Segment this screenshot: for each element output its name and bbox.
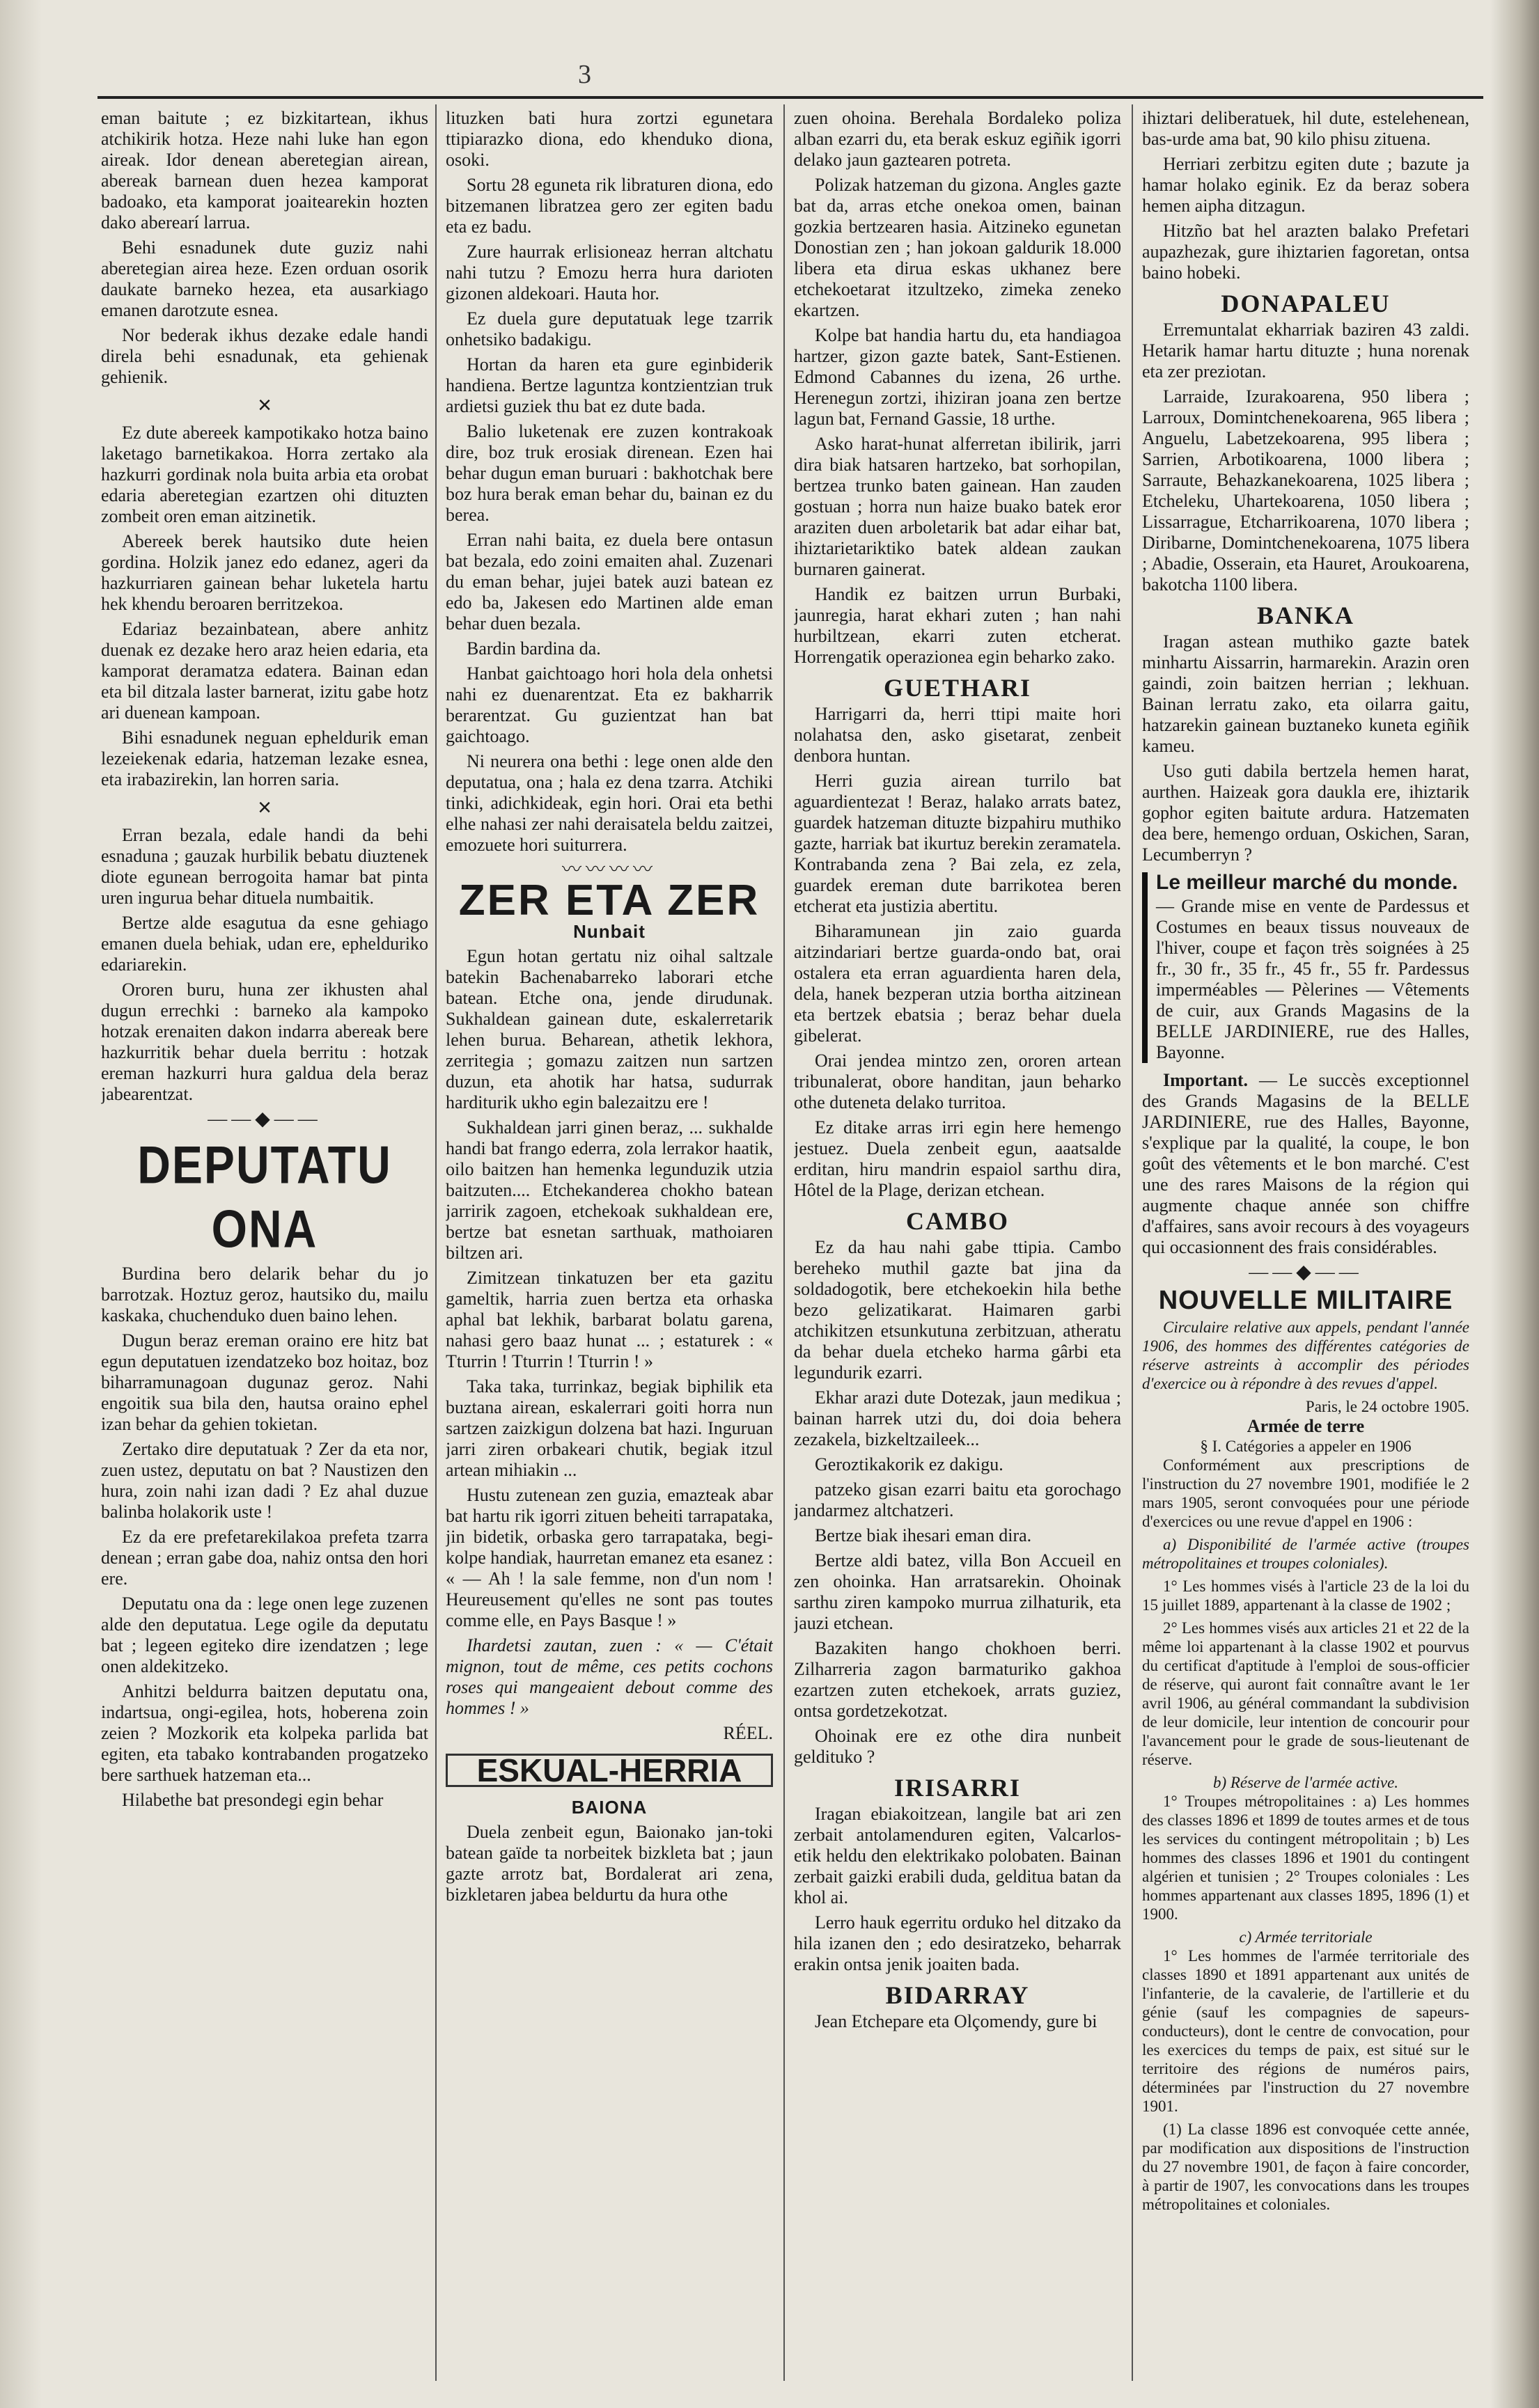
- paragraph: Deputatu ona da : lege onen lege zuzenen alde den deputatua. Lege ogile da deputatu bat ; legeen egiteko dire izendatzen ; lege onen aldekitzeko.: [101, 1593, 428, 1676]
- paragraph: Ez dute abereek kampotikako hotza baino laketago barnetikakoa. Horra zertako ala hazkurri gordinak nola buita arbia eta orobat edaria aberetegian ezartzen ohi dituzten zombeit oren eman aitzinetik.: [101, 423, 428, 526]
- section-title-zer-eta-zer: ZER ETA ZER: [458, 876, 760, 924]
- paragraph: Jean Etchepare eta Olçomendy, gure bi: [815, 2011, 1097, 2031]
- paragraph: Sortu 28 eguneta rik libraturen diona, edo bitzemanen libratzea gero zer egiten badu eta ez badu.: [446, 175, 773, 237]
- paragraph: Zure haurrak erlisioneaz herran altchatu nahi tutzu ? Emozu herra hura darioten gizonen aldekoari. Hauta hor.: [446, 242, 773, 304]
- paragraph: Uso guti dabila bertzela hemen harat, aurthen. Haizeak gora daukla ere, ihiztarik gophor egiten baitute ardura. Hatzematen dea bere, hemengo orduan, Oskichen, Saran, Lecumberryn ?: [1142, 761, 1469, 865]
- ornament-rule: ——◆——: [1249, 1261, 1363, 1283]
- paragraph: Ez duela gure deputatuak lege tzarrik onhetsiko badakigu.: [446, 308, 773, 349]
- subsection-title: c) Armée territoriale: [1239, 1928, 1373, 1946]
- paragraph: a) Disponibilité de l'armée active (troupes métropolitaines et troupes coloniales).: [1142, 1536, 1469, 1572]
- subsection-title: § I. Catégories a appeler en 1906: [1200, 1438, 1412, 1455]
- subsection-title: BAIONA: [571, 1797, 648, 1818]
- paragraph: Iragan astean muthiko gazte batek minhartu Aissarrin, harmarekin. Arazin oren gaindi, zoin baitzen herrian ; lekhuan. Bainan lerratu zako, eta oilarra gaitu, hatzarekin gainean buztaneko kuneta egiñik kameu.: [1142, 631, 1469, 756]
- paragraph: Erran bezala, edale handi da behi esnaduna ; gauzak hurbilik bebatu diuztenek diote egunean berrogoita hamar bat pinta uren ingurua behar dituela numbaitik.: [101, 825, 428, 908]
- paragraph: 1° Les hommes de l'armée territoriale des classes 1890 et 1891 appartenant aux unités de l'infanterie, de la cavalerie, de l'artillerie et du génie (sauf les compagnies de sapeurs-conducteurs), dont le centre de convocation, pour les exercices du temps de paix, est situé sur le territoire des régions de numéros pairs, déterminées par l'instruction du 27 novembre 1901.: [1142, 1947, 1469, 2115]
- paragraph: Sukhaldean jarri ginen beraz, ... sukhalde handi bat frango ederra, zola lerrakor haatik, oilo baitzen han hemenka legunduzik utzia baitzuten.... Etchekanderea chokho batean jarririk zagoen, etchekoak sukhaldean ere, bertze bat esnetan sarthuak, mathoiaren biltzen ari.: [446, 1117, 773, 1263]
- important-text: — Le succès exceptionnel des Grands Magasins de la BELLE JARDINIERE, rue des Halles, Bayonne, s'explique par la qualité, la coupe, le bon goût des vêtements et le bon marché. C'est une des rares Maisons de la région qui augmente chaque année son chiffre d'affaires, sans avoir recours à des voyageurs qui occasionnent des frais considérables.: [1142, 1070, 1469, 1257]
- paragraph: Anhitzi beldurra baitzen deputatu ona, indartsua, ongi-egilea, hots, hoberena zoin zeien ? Mozkorik eta kolpeka parlida bat egiten, eta tabako kontrabanden progatzeko bere sarthuek hatzeman eta...: [101, 1681, 428, 1785]
- paragraph: Harrigarri da, herri ttipi maite hori nolahatsa den, asko gisetarat, zenbeit denbora huntan.: [794, 704, 1121, 766]
- section-separator: ×: [258, 794, 272, 821]
- article-title-deputatu-ona: DEPUTATU ONA: [137, 1135, 392, 1259]
- paragraph: Erran nahi baita, ez duela bere ontasun bat bezala, edo zoini emaiten ahal. Zuzenari du eman behar, jujei batek auzi batean ez edo ba, Jakesen edo Martinen alde eman behar duen bezala.: [446, 530, 773, 634]
- paragraph: eman baitute ; ez bizkitartean, ikhus atchikirik hotza. Heze nahi luke han egon aireak. Idor denean aberetegian airean, abereak barnean duen hezea kamporat badoako, eta kamporat joaitearekin hozten dako aberearí larrua.: [101, 108, 428, 233]
- paragraph: Zertako dire deputatuak ? Zer da eta nor, zuen ustez, deputatu on bat ? Naustizen den hura, zoin nahi izan dadi ? Ez ahal duzue balinba holakorik uste !: [101, 1439, 428, 1522]
- paragraph: Bihi esnadunek neguan epheldurik eman lezeiekenak edaria, hatzeman lezake esnea, eta irabazirekin, lan horren saria.: [101, 727, 428, 789]
- important-label: Important.: [1163, 1070, 1249, 1090]
- paragraph: Nor bederak ikhus dezake edale handi direla behi esnadunak, eta gehienak gehienik.: [101, 325, 428, 387]
- paragraph: lituzken bati hura zortzi egunetara ttipiarazko diona, edo khenduko diona, osoki.: [446, 108, 773, 170]
- paragraph: zuen ohoina. Berehala Bordaleko poliza alban ezarri du, eta berak eskuz egiñik igorri delako jaun gaztearen potreta.: [794, 108, 1121, 170]
- paragraph: Ekhar arazi dute Dotezak, jaun medikua ; bainan harrek utzi du, doi doia behera zezakela, bizkeltzaileek...: [794, 1387, 1121, 1449]
- section-title-nouvelle-militaire: NOUVELLE MILITAIRE: [1158, 1286, 1453, 1315]
- paragraph: Herri guzia airean turrilo bat aguardientezat ! Beraz, halako arrats batez, guardek hatzeman dituzte bizpahiru muthiko gazte, harriak bat ikurtuz berekin zeramatela. Kontrabanda zena ? Bai zela, ez zela, guardek ereman dute barrikotea beren etcherat eta justizia abertitu.: [794, 771, 1121, 916]
- scan-edge-left: [0, 0, 42, 2408]
- section-separator: ×: [258, 392, 272, 418]
- paragraph: Behi esnadunek dute guziz nahi aberetegian airea heze. Ezen orduan osorik daukate barneko hezea, eta ausarkiago emanen darotzute esnea.: [101, 237, 428, 320]
- paragraph: Bertze biak ihesari eman dira.: [815, 1525, 1032, 1545]
- paragraph: Abereek berek hautsiko dute heien gordina. Holzik janez edo edanez, ageri da hazkurriaren gainean behar luketela hartu hek khendu beroaren berritzekoa.: [101, 531, 428, 614]
- paragraph: Lerro hauk egerritu orduko hel ditzako da hila izanen den ; edo desiratzeko, beharrak erakin ontsa jenik joaiten bada.: [794, 1912, 1121, 1974]
- advertisement-title: Le meilleur marché du monde.: [1156, 871, 1458, 894]
- column-4: [1142, 108, 1469, 2377]
- section-title-donapaleu: DONAPALEU: [1221, 290, 1391, 317]
- section-title-guethari: GUETHARI: [883, 674, 1032, 702]
- paragraph: Burdina bero delarik behar du jo barrotzak. Hoztuz geroz, hautsiko du, mailu kaskaka, chuchenduko duen baino lehen.: [101, 1264, 428, 1325]
- column-divider: [435, 104, 437, 2381]
- paragraph: Ez da hau nahi gabe ttipia. Cambo bereheko muthil gazte bat jina da soldadogotik, bere etchekoekin hila bethe bezo gelizatikarat. Haimaren garbi atchikitzen etsunkutuna zerbitzuan, atheratu da behar duela etcheko harma gârbi eta legundurik ezarri.: [794, 1237, 1121, 1383]
- paragraph: Ororen buru, huna zer ikhusten ahal dugun errechki : barneko ala kampoko hotzak erenaiten dakon indarra abereak bere hazkurritik behar duela berritu : hotzak ereman hazkurri hura galdua dela beraz jabearentzat.: [101, 979, 428, 1104]
- column-divider: [1132, 104, 1133, 2381]
- paragraph: 1° Troupes métropolitaines : a) Les hommes des classes 1896 et 1899 de toutes armes et de tous les services du contingent métropolitain ; b) Les hommes des classes 1896 et 1901 du contingent algérien et tunisien ; 2° Troupes coloniales : Les hommes appartenant aux classes 1895, 1896 (1) et 1900.: [1142, 1793, 1469, 1923]
- paragraph: Ihardetsi zautan, zuen : « — C'était mignon, tout de même, ces petits cochons roses qui mangeaient debout comme des hommes ! »: [446, 1635, 773, 1718]
- paragraph: Kolpe bat handia hartu du, eta handiagoa hartzer, gizon gazte batek, Sant-Estienen. Edmond Cabannes du izena, 26 urthe. Herenegun zortzi, ihiziran joana zen bertze lagun bat, Fernand Gassie, 18 urthe.: [794, 325, 1121, 429]
- paragraph: Ez ditake arras irri egin here hemengo jestuez. Duela zenbeit egun, aaatsalde erditan, hiru mandrin espaiol sarthu dira, Hôtel de la Plage, derizan etchean.: [794, 1117, 1121, 1200]
- paragraph: Hilabethe bat presondegi egin behar: [122, 1790, 384, 1810]
- paragraph: Handik ez baitzen urrun Burbaki, jaunregia, harat ekhari zuten ; han nahi hurbiltzean, ekarri zuten etcherat. Horrengatik operazionea egin beharko zako.: [794, 584, 1121, 667]
- page-mark: 3: [578, 60, 591, 89]
- top-rule: [97, 96, 1483, 99]
- section-title-bidarray: BIDARRAY: [885, 1981, 1030, 2009]
- ornament-rule: ——◆——: [208, 1108, 322, 1130]
- paragraph: Balio luketenak ere zuzen kontrakoak dire, boz truk erosiak direnean. Ezen hai behar dugun eman buruari : bakhotchak bere boz hura berak eman behar du, bainan ez du berea.: [446, 421, 773, 525]
- advertisement-text: — Grande mise en vente de Pardessus et Costumes en beaux tissus nouveaux de l'hiver, coupe et façon très soignées à 25 fr., 30 fr., 35 fr., 45 fr., 55 fr. Pardessus imperméables — Pèlerines — Vêtements de cuir, aux Grands Magasins de la BELLE JARDINIERE, rue des Halles, Bayonne.: [1156, 896, 1469, 1062]
- paragraph: Herriari zerbitzu egiten dute ; bazute ja hamar holako eginik. Ez da beraz sobera hemen aipha ditzagun.: [1142, 154, 1469, 216]
- paragraph: Hortan da haren eta gure eginbiderik handiena. Bertze laguntza kontzientzian truk ardietsi guziek thu bat ez dute bada.: [446, 354, 773, 416]
- paragraph: Dugun beraz ereman oraino ere hitz bat egun deputatuen izendatzeko boz hoitaz, boz biharramunagoan dugunaz geroz. Nahi engoitik sua bila den, hautsa oraino ephel izan behar da gehien tokietan.: [101, 1330, 428, 1434]
- paragraph: Hanbat gaichtoago hori hola dela onhetsi nahi ez duenarentzat. Eta ez bakharrik berarentzat. Gu guzientzat han bat gaichtoago.: [446, 663, 773, 746]
- subsection-title: b) Réserve de l'armée active.: [1212, 1774, 1399, 1791]
- dateline: Paris, le 24 octobre 1905.: [1305, 1398, 1469, 1415]
- signature: RÉEL.: [723, 1723, 773, 1743]
- paragraph: Conformément aux prescriptions de l'instruction du 27 novembre 1901, modifiée le 2 mars 1905, seront convoquées pour une période d'exercices ou une revue d'appel en 1906 :: [1142, 1456, 1469, 1530]
- advertisement-box: [1142, 872, 1469, 1063]
- subsection-title: Armée de terre: [1247, 1416, 1365, 1436]
- subsection-title: Nunbait: [573, 921, 646, 942]
- paragraph: Circulaire relative aux appels, pendant l'année 1906, des hommes des différentes catégories de réserve astreints à accomplir des périodes d'exercice ou à répondre à des revues d'appel.: [1142, 1319, 1469, 1392]
- paragraph: Bertze aldi batez, villa Bon Accueil en zen ohoinka. Han arratsarekin. Ohoinak sarthu ziren kampoko murrua zilhaturik, eta jauzi etchean.: [794, 1550, 1121, 1633]
- paragraph: 1° Les hommes visés à l'article 23 de la loi du 15 juillet 1889, appartenant à la classe de 1902 ;: [1142, 1577, 1469, 1614]
- paragraph: Biharamunean jin zaio guarda aitzindariari bertze guarda-ondo bat, orai ostalera eta erran aguardienta haren dela, dela, hanek bezperan utzia bortha aitzinean eta bertzek ebatsia ; beraz behar duela gibelerat.: [794, 921, 1121, 1046]
- paragraph: Hitzño bat hel arazten balako Prefetari aupazhezak, gure ihiztarien fagoretan, ontsa baino hobeki.: [1142, 221, 1469, 283]
- paragraph: Asko harat-hunat alferretan ibilirik, jarri dira biak hatsaren hartzeko, bat sorhopilan, bertzea trunko baten gainean. Han zauden gostuan ; horra nun haize buako batek eror araziten duen arboletarik bat adar eihar bat, ihiztarietariktiko batek aldean zaukan burnaren gainerat.: [794, 434, 1121, 579]
- paragraph: ihiztari deliberatuek, hil dute, estelehenean, bas-urde ama bat, 90 kilo phisu zituena.: [1142, 108, 1469, 149]
- column-3: [794, 108, 1121, 2377]
- ornament-rule: 〰〰〰〰: [561, 859, 657, 881]
- paragraph: Duela zenbeit egun, Baionako jan-toki batean gaïde ta norbeitek bizkleta bat ; jaun gazte arrotz bat, Bordalerat ari zena, bizkletaren jabea beldurtu da hura othe: [446, 1822, 773, 1905]
- paragraph: Ohoinak ere ez othe dira nunbeit geldituko ?: [794, 1726, 1121, 1767]
- footnote: (1) La classe 1896 est convoquée cette année, par modification aux dispositions de l'instruction du 27 novembre 1901, de façon à faire concorder, à partir de 1907, les convocations dans les troupes métropolitaines et coloniales.: [1142, 2120, 1469, 2213]
- paragraph: Geroztikakorik ez dakigu.: [815, 1454, 1003, 1474]
- column-divider: [783, 104, 785, 2381]
- column-2: [446, 108, 773, 2377]
- paragraph: patzeko gisan ezarri baitu eta gorochago jandarmez altchatzeri.: [794, 1479, 1121, 1520]
- paragraph: 2° Les hommes visés aux articles 21 et 22 de la même loi appartenant à la classe 1902 et pourvus du certificat d'aptitude à l'emploi de sous-officier de réserve, qui auront fait connaître avant le 1er avril 1906, au général commandant la subdivision de leur domicile, leur intention de concourir pour l'avancement pour le grade de sous-lieutenant de réserve.: [1142, 1619, 1469, 1768]
- paragraph: Zimitzean tinkatuzen ber eta gazitu gameltik, harria zuen bertza eta orhaska aphal bat lekhik, barbarat bolatu garena, nahasi gero baaz hunat ... ; estaturek : « Tturrin ! Tturrin ! Tturrin ! »: [446, 1268, 773, 1371]
- paragraph: Iragan ebiakoitzean, langile bat ari zen zerbait antolamenduren egiten, Valcarlos-etik heldu den elektrikako polobaten. Bainan zerbait gaizki erabili duda, gelditua batan da khol ai.: [794, 1804, 1121, 1907]
- paragraph: Larraide, Izurakoarena, 950 libera ; Larroux, Domintchenekoarena, 965 libera ; Anguelu, Labetzekoarena, 995 libera ; Sarrien, Arbotikoarena, 1000 libera ; Sarraute, Behazkanekoarena, 1025 libera ; Etcheleku, Uhartekoarena, 1050 libera ; Lissarrague, Etcharrikoarena, 1070 libera ; Diribarne, Domintchenekoarena, 1075 libera ; Abadie, Osserain, eta Hauret, Aroukoarena, bakotcha 1100 libera.: [1142, 386, 1469, 595]
- paragraph: Bardin bardina da.: [467, 638, 601, 659]
- paragraph: Hustu zutenean zen guzia, emazteak abar bat hartu rik igorri zituen beheiti tarrapataka, jin bidetik, orbaska gero tarrapataka, begi-kolpe handiak, haurretan emanez eta esanez : « — Ah ! la sale femme, non d'un nom ! Heureusement qu'elles ne sont pas toutes comme elle, en Pays Basque ! »: [446, 1485, 773, 1630]
- paragraph: Bazakiten hango chokhoen berri. Zilharreria zagon barmaturiko gakhoa ezartzen zuten etchekoek, arrats guziez, ontsa gordetzekotzat.: [794, 1638, 1121, 1721]
- paragraph: Polizak hatzeman du gizona. Angles gazte bat da, arras etche onekoa omen, bainan gozkia bertzearen hasia. Aitzineko egunetan Donostian zen ; han jokoan galdurik 18.000 libera eta dirua eskas ukhanez bere etchekoetarat itzultzeko, zimeka zeneko ekartzen.: [794, 175, 1121, 320]
- paragraph: Edariaz bezainbatean, abere anhitz duenak ez dezake hero araz heien edaria, eta kamporat deramatza edatera. Bainan edan eta bil ditzala laster barnerat, izitu gabe hotz ari duenean kampoan.: [101, 619, 428, 723]
- paragraph: Erremuntalat ekharriak baziren 43 zaldi. Hetarik hamar hartu dituzte ; huna norenak eta zer preziotan.: [1142, 320, 1469, 381]
- paragraph: Orai jendea mintzo zen, ororen artean tribunalerat, obore handitan, jaun beharko othe duteneta delako turritoa.: [794, 1050, 1121, 1112]
- section-title-banka: BANKA: [1256, 601, 1354, 629]
- column-1: [101, 108, 428, 2377]
- paragraph: Taka taka, turrinkaz, begiak biphilik eta buztana airean, eskalerrari goiti horra nun sartzen zaizkigun dolzena bat hazi. Inguruan jarri ziren orbakeari chutik, begiak itzul artean mihiakin ...: [446, 1376, 773, 1480]
- scan-edge-right: [1490, 0, 1539, 2408]
- paragraph: Bertze alde esagutua da esne gehiago emanen duela behiak, udan ere, ephelduriko edariarekin.: [101, 913, 428, 975]
- paragraph: Ez da ere prefetarekilakoa prefeta tzarra denean ; erran gabe doa, nahiz ontsa den hori ere.: [101, 1527, 428, 1589]
- section-title-eskual-herria: ESKUAL-HERRIA: [446, 1754, 773, 1787]
- paragraph: Ni neurera ona bethi : lege onen alde den deputatua, ona ; hala ez dena tzarra. Atchiki tinki, adichkideak, egin hori. Orai eta bethi elhe nahasi zer nahi deraisatela beldu zaitzei, emozuete hori suiturrera.: [446, 751, 773, 855]
- paragraph: Egun hotan gertatu niz oihal saltzale batekin Bachenabarreko laborari etche batean. Etche ona, jende dirudunak. Sukhaldean gainean dute, eskalerretarik lehen burua. Beharean, athetik lekhora, zerritegia ; gomazu zaitzen nun sartzen duzun, eta ahotik har hatsa, sudurrak harditurik ukho egin balezaitzu ere !: [446, 946, 773, 1112]
- section-title-irisarri: IRISARRI: [893, 1774, 1022, 1802]
- section-title-cambo: CAMBO: [906, 1207, 1009, 1235]
